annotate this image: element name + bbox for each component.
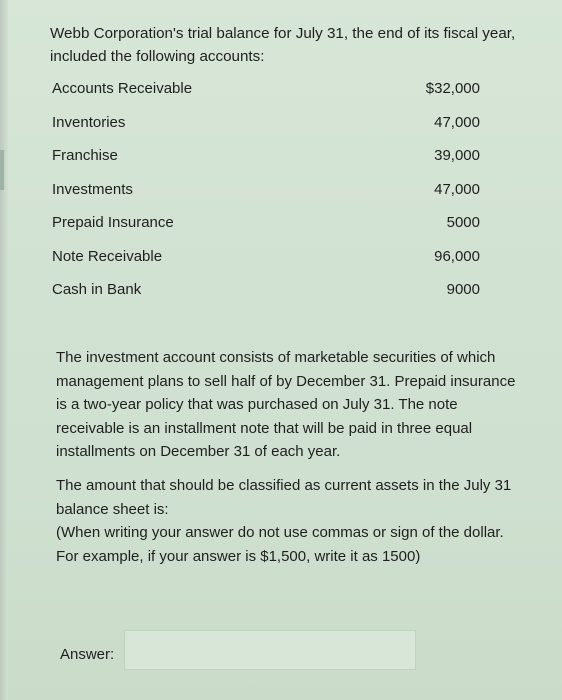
account-label: Cash in Bank bbox=[52, 281, 142, 298]
account-row bbox=[52, 214, 480, 248]
account-amount: 39,000 bbox=[434, 147, 480, 164]
account-label: Prepaid Insurance bbox=[52, 214, 174, 231]
account-amount: 9000 bbox=[446, 281, 480, 298]
answer-label: Answer: bbox=[60, 646, 115, 663]
account-row bbox=[52, 181, 480, 215]
account-row bbox=[52, 147, 480, 181]
account-label: Franchise bbox=[52, 147, 118, 164]
prompt-paragraph bbox=[56, 474, 516, 568]
account-row bbox=[52, 281, 480, 315]
details-paragraph: The investment account consists of marketable securities of which management plans to sell half of by December 31. Prepaid insurance is a two-year policy that was purchased on July 31. The note receivable is an installment note that will be paid in three equal installments on December 31 of each year. bbox=[56, 349, 516, 460]
account-amount: 96,000 bbox=[434, 247, 480, 265]
account-amount: 5000 bbox=[446, 214, 480, 231]
account-label: Accounts Receivable bbox=[52, 80, 193, 97]
account-amount: $32,000 bbox=[425, 80, 480, 97]
prompt-instructions: (When writing your answer do not use commas or sign of the dollar. For example, if your answer is $1,500, write it as 1500) bbox=[56, 524, 504, 565]
account-amount: 47,000 bbox=[434, 113, 480, 131]
left-edge-marker bbox=[0, 150, 4, 190]
account-row bbox=[52, 114, 480, 148]
question-intro: Webb Corporation's trial balance for July 31, the end of its fiscal year, included the following accounts: bbox=[50, 25, 516, 65]
prompt-question: The amount that should be classified as current assets in the July 31 balance sheet is: bbox=[56, 477, 512, 518]
account-amount: 47,000 bbox=[434, 180, 480, 198]
account-label: Note Receivable bbox=[52, 247, 163, 265]
answer-input[interactable] bbox=[124, 630, 416, 670]
accounts-table bbox=[52, 80, 480, 315]
account-label: Investments bbox=[52, 180, 133, 198]
account-label: Inventories bbox=[52, 113, 126, 131]
account-row bbox=[52, 248, 480, 282]
left-edge bbox=[0, 0, 8, 700]
account-row bbox=[52, 80, 480, 114]
